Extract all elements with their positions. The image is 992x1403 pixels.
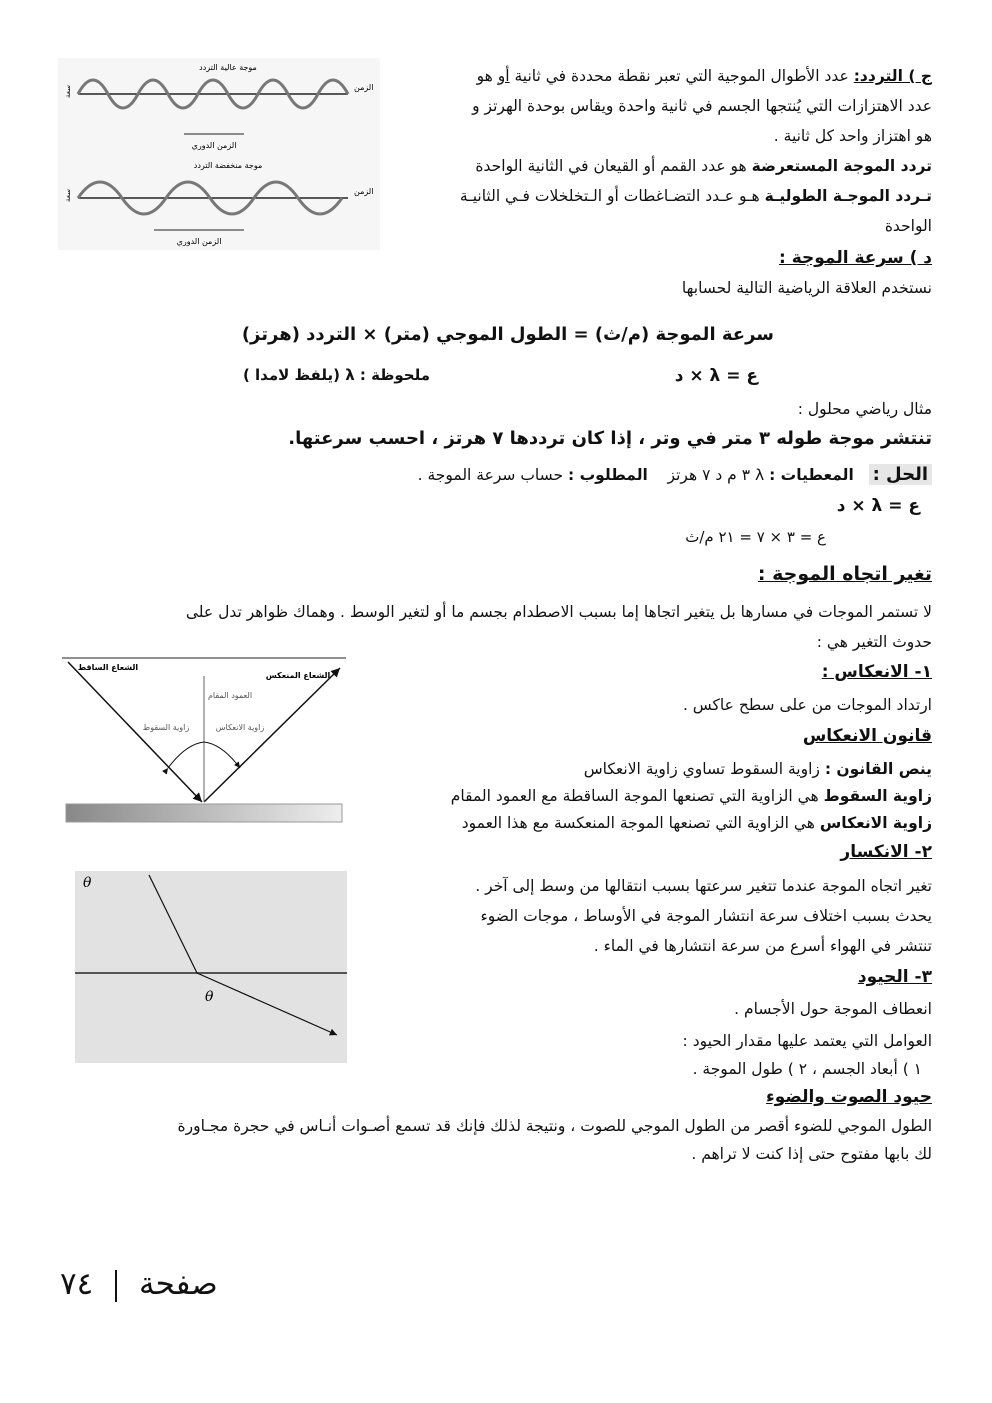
direction-change-p2: حدوث التغير هي : — [816, 633, 932, 651]
theta-2: θ — [205, 989, 214, 1005]
solution-line — [418, 462, 932, 488]
refraction-figure — [75, 871, 347, 1063]
transverse-frequency-text: هو عدد القمم أو القيعان في الثانية الواحدة — [475, 157, 747, 175]
refraction-heading: ٢- الانكسار — [840, 842, 932, 862]
required-label: المطلوب : — [567, 466, 648, 484]
high-frequency-title: موجة عالية التردد — [199, 63, 257, 72]
frequency-line-1 — [477, 63, 932, 89]
solution-step-2: ع = ٣ × ٧ = ٢١ م/ث — [685, 528, 826, 546]
reflection-angle-line — [462, 810, 932, 836]
reflection-angle-text: هي الزاوية التي تصنعها الموجة المنعكسة مع هذا العمود — [461, 814, 815, 832]
transverse-frequency-line — [475, 153, 932, 179]
solution-step-1: ع = λ × د — [836, 496, 920, 516]
frequency-label: ج ) التردد: — [853, 67, 932, 85]
example-problem: تنتشر موجة طوله ٣ متر في وتر ، إذا كان ترددها ٧ هرتز ، احسب سرعتها. — [288, 428, 932, 449]
wave-frequency-figure — [58, 58, 380, 250]
page-word: صفحة — [139, 1266, 218, 1302]
reflection-definition: ارتداد الموجات من على سطح عاكس . — [682, 696, 932, 714]
diffraction-factor-list: ١ ) أبعاد الجسم ، ٢ ) طول الموجة . — [692, 1060, 922, 1078]
sound-light-p1: الطول الموجي للضوء أقصر من الطول الموجي للصوت ، ونتيجة لذلك فإنك قد تسمع أصـوات أنـاس في حجرة مجـاورة — [177, 1117, 932, 1135]
incidence-angle-fig-label: زاوية السقوط — [142, 723, 190, 732]
page-footer — [60, 1266, 218, 1302]
frequency-def-1: عدد الأطوال الموجية التي تعبر نقطة محددة في ثانية — [514, 67, 849, 85]
frequency-line-3: هو اهتزاز واحد كل ثانية . — [773, 127, 932, 145]
low-time-label: الزمن — [354, 187, 374, 196]
theta-1: θ — [83, 875, 92, 891]
reflected-ray — [204, 668, 340, 802]
reflection-law-line — [584, 756, 932, 782]
mirror-surface — [66, 804, 342, 822]
incident-ray — [68, 662, 202, 802]
low-amplitude-label: سعة — [64, 189, 72, 202]
wave-speed-intro: نستخدم العلاقة الرياضية التالية لحسابها — [681, 279, 932, 297]
incident-ray — [149, 875, 197, 973]
solution-label: الحل : — [869, 464, 932, 485]
diffraction-definition: انعطاف الموجة حول الأجسام . — [734, 1000, 932, 1018]
reflection-angle-fig-label: زاوية الانعكاس — [215, 723, 265, 732]
wave-speed-formula-words: سرعة الموجة (م/ث) = الطول الموجي (متر) × التردد (هرتز) — [241, 324, 774, 345]
incidence-angle-text: هي الزاوية التي تصنعها الموجة الساقطة مع العمود المقام — [450, 787, 819, 805]
normal-label: العمود المقام — [207, 691, 253, 700]
sound-light-p2: لك بابها مفتوح حتى إذا كنت لا تراهم . — [691, 1145, 932, 1163]
longitudinal-frequency-line-2: الواحدة — [884, 217, 932, 235]
diffraction-factors: العوامل التي يعتمد عليها مقدار الحيود : — [682, 1032, 932, 1050]
refraction-line-3: تنتشر في الهواء أسرع من سرعة انتشارها في الماء . — [593, 937, 932, 955]
high-period-label: الزمن الدوري — [191, 141, 237, 150]
refraction-line-1: تغير اتجاه الموجة عندما تتغير سرعتها بسبب انتقالها من وسط إلى آخر . — [475, 877, 932, 895]
low-period-label: الزمن الدوري — [176, 237, 222, 246]
longitudinal-frequency-line — [460, 183, 932, 209]
longitudinal-frequency-label: تـردد الموجـة الطوليـة — [764, 187, 932, 205]
transverse-frequency-label: تردد الموجة المستعرضة — [751, 157, 932, 175]
reflected-ray-label: الشعاع المنعكس — [265, 671, 331, 680]
givens-values: λ ٣ م د ٧ هرتز — [667, 466, 765, 484]
reflection-figure — [62, 656, 346, 830]
incidence-angle-line — [451, 783, 932, 809]
longitudinal-frequency-text: هـو عـدد التضـاغطات أو الـتخلخلات فـي الثانيـة — [459, 187, 760, 205]
diffraction-heading: ٣- الحيود — [857, 967, 932, 987]
reflection-law-heading: قانون الانعكاس — [802, 726, 932, 746]
law-label: ينص القانون : — [824, 760, 932, 778]
wave-speed-formula-symbols: ع = λ × د — [674, 366, 758, 386]
direction-change-p1: لا تستمر الموجات في مسارها بل يتغير اتجاها إما بسبب الاصطدام بجسم ما أو لتغير الوسط . وهماك ظواهر تدل على — [185, 603, 932, 621]
footer-divider — [115, 1270, 117, 1302]
high-amplitude-label: سعة — [64, 85, 72, 98]
high-time-label: الزمن — [354, 83, 374, 92]
wave-speed-heading: د ) سرعة الموجة : — [778, 248, 932, 268]
reflection-angle-label: زاوية الانعكاس — [819, 814, 932, 832]
incident-ray-label: الشعاع الساقط — [77, 663, 139, 672]
frequency-line-2: عدد الاهتزازات التي يُنتجها الجسم في ثانية واحدة ويقاس بوحدة الهرتز و — [472, 97, 932, 115]
low-frequency-title: موجة منخفضة التردد — [193, 161, 263, 170]
frequency-def-1b: هو — [476, 67, 493, 85]
lambda-note: ملحوظة : λ (يلفظ لامدا ) — [242, 366, 430, 384]
law-text: زاوية السقوط تساوي زاوية الانعكاس — [583, 760, 820, 778]
incidence-angle-label: زاوية السقوط — [823, 787, 932, 805]
sound-light-heading: حيود الصوت والضوء — [766, 1087, 932, 1107]
refracted-ray — [197, 973, 337, 1035]
example-title: مثال رياضي محلول : — [797, 400, 932, 418]
page-number: ٧٤ — [60, 1266, 94, 1302]
reflection-heading: ١- الانعكاس : — [821, 662, 932, 682]
givens-label: المعطيات : — [769, 466, 854, 484]
frequency-or: أو — [497, 67, 510, 85]
required-value: حساب سرعة الموجة . — [417, 466, 564, 484]
direction-change-heading: تغير اتجاه الموجة : — [757, 563, 932, 585]
refraction-line-2: يحدث بسبب اختلاف سرعة انتشار الموجة في الأوساط ، موجات الضوء — [480, 907, 932, 925]
